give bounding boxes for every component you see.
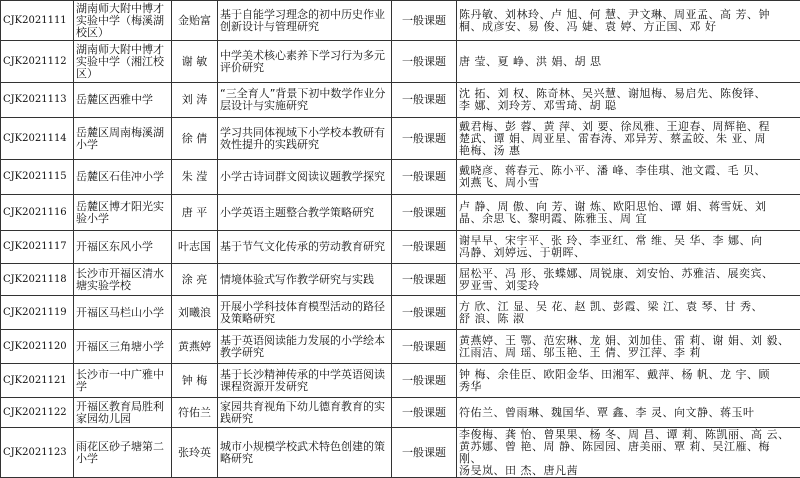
project-topic: 小学英语主题整合教学策略研究 — [218, 195, 392, 231]
project-type: 一般课题 — [392, 195, 457, 231]
project-host: 谢 敏 — [172, 41, 218, 83]
project-members — [457, 296, 800, 330]
project-id: CJK2021112 — [1, 41, 74, 83]
project-host: 张玲英 — [172, 428, 218, 478]
table-row — [1, 160, 800, 195]
project-host: 符佑兰 — [172, 398, 218, 428]
project-type: 一般课题 — [392, 1, 457, 41]
member-line: 刘燕飞、周小雪 — [459, 176, 540, 189]
project-id: CJK2021117 — [1, 231, 74, 264]
project-members — [457, 195, 800, 231]
project-topic: “三全育人”背景下初中数学作业分层设计与实施研究 — [218, 83, 392, 118]
project-id: CJK2021114 — [1, 118, 74, 160]
project-topic: 基于节气文化传承的劳动教育研究 — [218, 231, 392, 264]
project-members — [457, 118, 800, 160]
table-row — [1, 83, 800, 118]
project-type: 一般课题 — [392, 264, 457, 296]
member-line: 钟 梅、余佳臣、欧阳金华、田湘军、戴萍、杨 帆、龙 宇、顾 — [459, 367, 770, 381]
project-id: CJK2021111 — [1, 1, 74, 41]
project-unit: 长沙市开福区清水塘实验学校 — [74, 264, 172, 296]
project-type: 一般课题 — [392, 398, 457, 428]
member-line: 黄苏娜、曾 艳、周 静、陈园园、唐美丽、覃 莉、吴江雁、梅 — [459, 439, 770, 453]
project-unit: 长沙市一中广雅中学 — [74, 364, 172, 398]
project-topic: 基于英语阅读能力发展的小学绘本教学研究 — [218, 330, 392, 364]
member-line: 戴君梅、彭 蓉、黄 萍、刘 要、徐凤雅、王迎春、周辉艳、程 — [459, 119, 770, 133]
member-line: 李俊梅、龚 怡、曾果果、杨 冬、周 昌、谭 莉、陈凯丽、高 云、 — [459, 427, 790, 441]
member-line: 刚、 — [459, 451, 482, 465]
table-row — [1, 264, 800, 296]
table-row — [1, 41, 800, 83]
project-topic: 中学美术核心素养下学习行为多元评价研究 — [218, 41, 392, 83]
project-host: 金贻富 — [172, 1, 218, 41]
project-unit: 开福区马栏山小学 — [74, 296, 172, 330]
project-host: 刘曦浪 — [172, 296, 218, 330]
table-row — [1, 398, 800, 428]
member-line: 李 娜、刘玲芳、邓雪琦、胡 聪 — [459, 99, 617, 112]
member-line: 秀华 — [459, 379, 482, 393]
member-line: 沈 拓、刘 权、陈奇林、吴兴慧、谢旭梅、易启先、陈俊铎、 — [459, 87, 766, 100]
project-id: CJK2021121 — [1, 364, 74, 398]
project-host: 刘 涛 — [172, 83, 218, 118]
member-line: 屈松平、冯 形、张蝶娜、周锐康、刘安怡、苏雅洁、展奕宾、 — [459, 266, 774, 280]
project-id: CJK2021118 — [1, 264, 74, 296]
member-line: 桐、成彦安、易 俊、冯 婕、袁 婷、方正国、邓 好 — [459, 19, 717, 33]
project-host: 涂 亮 — [172, 264, 218, 296]
project-type: 一般课题 — [392, 83, 457, 118]
project-members — [457, 83, 800, 118]
project-members — [457, 398, 800, 428]
project-type: 一般课题 — [392, 231, 457, 264]
member-line: 舒 浪、陈 淑 — [459, 311, 525, 325]
project-host: 朱 滢 — [172, 160, 218, 195]
member-line: 冯静、刘婷远、于朝晖、 — [459, 246, 586, 259]
project-id: CJK2021120 — [1, 330, 74, 364]
table-row — [1, 195, 800, 231]
member-line: 卢 静、周 傲、向 芳、谢 炼、欧阳思怡、谭 娟、蒋雪妩、刘 — [459, 199, 767, 213]
member-line: 方 欣、江 显、吴 花、赵 凯、彭霞、梁 江、袁 琴、甘 秀、 — [459, 299, 763, 313]
project-unit: 湖南师大附中博才实验中学（湘江校区） — [74, 41, 172, 83]
project-members — [457, 41, 800, 83]
project-members — [457, 364, 800, 398]
project-topic: 情境体验式写作教学研究与实践 — [218, 264, 392, 296]
project-unit: 开福区东风小学 — [74, 231, 172, 264]
table-row — [1, 296, 800, 330]
project-members — [457, 264, 800, 296]
project-host: 唐 平 — [172, 195, 218, 231]
project-unit: 岳麓区西雅中学 — [74, 83, 172, 118]
project-members — [457, 428, 800, 478]
project-type: 一般课题 — [392, 160, 457, 195]
project-unit: 岳麓区周南梅溪湖小学 — [74, 118, 172, 160]
project-table-body — [1, 1, 800, 478]
project-id: CJK2021123 — [1, 428, 74, 478]
project-host: 黄燕婷 — [172, 330, 218, 364]
project-topic: 小学古诗词群文阅读议题教学探究 — [218, 160, 392, 195]
project-type: 一般课题 — [392, 364, 457, 398]
project-unit: 岳麓区博才阳光实验小学 — [74, 195, 172, 231]
project-id: CJK2021113 — [1, 83, 74, 118]
member-line: 唐 莹、夏 峥、洪 娟、胡 思 — [459, 54, 602, 68]
project-type: 一般课题 — [392, 296, 457, 330]
table-row — [1, 1, 800, 41]
project-id: CJK2021122 — [1, 398, 74, 428]
project-id: CJK2021119 — [1, 296, 74, 330]
project-members — [457, 1, 800, 41]
member-line: 谢早早、宋宇平、张 玲、李亚红、常 维、吴 华、李 娜、向 — [459, 234, 763, 247]
project-host: 徐 倩 — [172, 118, 218, 160]
project-topic: 家园共育视角下幼儿德育教育的实践研究 — [218, 398, 392, 428]
project-members — [457, 330, 800, 364]
project-unit: 岳麓区石佳冲小学 — [74, 160, 172, 195]
table-row — [1, 428, 800, 478]
member-line: 符佑兰、曾雨琳、魏国华、覃 鑫、李 灵、向文静、蒋玉叶 — [459, 405, 755, 419]
project-id: CJK2021115 — [1, 160, 74, 195]
project-topic: 基于长沙精神传承的中学英语阅读课程资源开发研究 — [218, 364, 392, 398]
table-row — [1, 330, 800, 364]
project-id: CJK2021116 — [1, 195, 74, 231]
project-topic: 学习共同体视域下小学校本教研有效性提升的实践研究 — [218, 118, 392, 160]
member-line: 陈丹敏、刘林玲、卢 旭、何 慧、尹文琳、周亚孟、高 芳、钟 — [459, 7, 770, 21]
member-line: 艳梅、汤 惠 — [459, 143, 521, 157]
project-host: 钟 梅 — [172, 364, 218, 398]
member-line: 晶、余思飞、黎明霞、陈雅玉、周 宜 — [459, 211, 647, 225]
project-topic: 基于自能学习理念的初中历史作业创新设计与管理研究 — [218, 1, 392, 41]
member-line: 黄燕婷、王 鄂、范宏琳、龙 娟、刘加佳、雷 莉、谢 娟、刘 毅、 — [459, 333, 790, 347]
project-type: 一般课题 — [392, 428, 457, 478]
project-topic: 城市小规模学校武术特色创建的策略研究 — [218, 428, 392, 478]
project-unit: 雨花区砂子塘第二小学 — [74, 428, 172, 478]
table-row — [1, 364, 800, 398]
member-line: 戴晓彦、蒋春元、陈小平、潘 峰、李佳琪、池文霞、毛 贝、 — [459, 164, 766, 177]
table-row — [1, 118, 800, 160]
project-members — [457, 231, 800, 264]
project-type: 一般课题 — [392, 330, 457, 364]
project-unit: 湖南师大附中博才实验中学（梅溪湖校区） — [74, 1, 172, 41]
member-line: 楚武、谭 娟、周亚星、雷春涛、邓异芳、蔡孟皎、朱 亚、周 — [459, 131, 766, 145]
project-unit: 开福区教育局胜利家园幼儿园 — [74, 398, 172, 428]
member-line: 江雨洁、周 瑶、邬玉艳、王 倩、罗江萍、李 莉 — [459, 345, 701, 359]
project-type: 一般课题 — [392, 118, 457, 160]
member-line: 汤旻岚、田 杰、唐凡茜 — [459, 463, 578, 477]
table-row — [1, 231, 800, 264]
member-line: 罗亚雪、刘雯玲 — [459, 278, 540, 292]
project-host: 叶志国 — [172, 231, 218, 264]
project-topic: 开展小学科技体育模型活动的路径及策略研究 — [218, 296, 392, 330]
project-type: 一般课题 — [392, 41, 457, 83]
project-members — [457, 160, 800, 195]
project-unit: 开福区三角塘小学 — [74, 330, 172, 364]
